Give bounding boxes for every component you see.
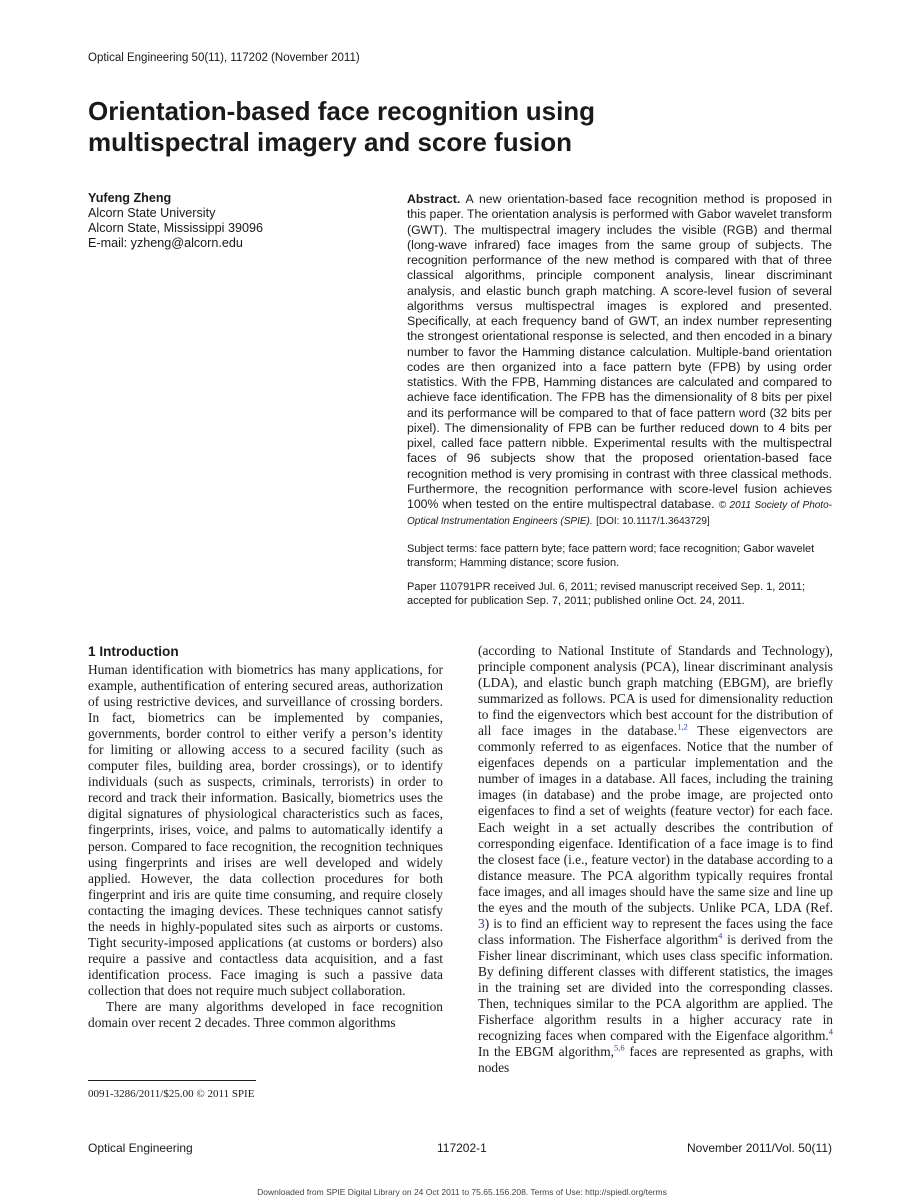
subject-terms: Subject terms: face pattern byte; face pattern word; face recognition; Gabor wavelet transform; Hamming distance; score fusion. bbox=[407, 542, 815, 569]
abstract-section bbox=[407, 192, 832, 608]
footer-journal: Optical Engineering bbox=[88, 1141, 193, 1155]
text-run: faces are represented as graphs, with nodes bbox=[478, 1044, 833, 1076]
paper-history: Paper 110791PR received Jul. 6, 2011; revised manuscript received Sep. 1, 2011; accepted for publication Sep. 7, 2011; published online Oct. 24, 2011. bbox=[407, 580, 806, 607]
abstract-doi: [DOI: 10.1117/1.3643729] bbox=[596, 516, 710, 528]
intro-paragraph-3 bbox=[478, 643, 833, 1076]
text-run: In the EBGM algorithm, bbox=[478, 1044, 615, 1060]
abstract-text: A new orientation-based face recognition method is proposed in this paper. The orientation analysis is performed with Gabor wavelet transform (GWT). The multispectral imagery includes the visible (RGB) and thermal (long-wave infrared) face images from the same group of subjects. The recognition performance of the new method is compared with that of three classical algorithms, principle component analysis, linear discriminant analysis, and elastic bunch graph matching. A score-level fusion of several algorithms versus multispectral images is explored and presented. Specifically, at each frequency band of GWT, an index number representing the strongest orientational response is selected, and then encoded in a binary number to favor the Hamming distance calculation. Multiple-band orientation codes are then organized into a face pattern byte (FPB) by using order statistics. With the FPB, Hamming distances are calculated and compared to achieve face identification. The FPB has the dimensionality of 8 bits per pixel and its performance will be compared to that of face pattern word (32 bits per pixel). The dimensionality of FPB can be further reduced down to 4 bits per pixel, called face pattern nibble. Experimental results with the multispectral faces of 96 subjects show that the proposed orientation-based face recognition method is very promising in contrast with three classical methods. Furthermore, the recognition performance with score-level fusion achieves 100% when tested on the entire multispectral database. bbox=[407, 192, 832, 511]
author-name: Yufeng Zheng bbox=[88, 191, 172, 205]
citation-link[interactable]: 1,2 bbox=[677, 721, 688, 732]
author-block bbox=[88, 191, 388, 251]
text-run: (according to National Institute of Standards and Technology), principle component analysis (PCA), linear discriminant analysis (LDA), and elastic bunch graph matching (EBGM), are briefly summarized as follows. PCA is used for dimensionality reduction to find the eigenvectors which best account for the distribution of all face images in the database. bbox=[478, 643, 833, 739]
text-run: These eigenvectors are commonly referred to as eigenfaces. Notice that the number of eigenfaces depends on a particular implementation and the number of images in a database. All faces, including the training images (in database) and the probe image, are projected onto eigenfaces to find a set of weights (feature vector) for each face. Each weight in a set actually describes the contribution of corresponding eigenface. Identification of a face image is to find the closest face (i.e., feature vector) in the database according to a distance measure. The PCA algorithm typically requires frontal face images, and all images should have the same size and line up the eyes and the mouth of the subjects. Unlike PCA, LDA (Ref. bbox=[478, 723, 833, 915]
footnote-divider bbox=[88, 1080, 256, 1081]
author-email: E-mail: yzheng@alcorn.edu bbox=[88, 236, 243, 250]
citation-link[interactable]: 4 bbox=[828, 1026, 833, 1037]
abstract-paragraph bbox=[407, 192, 832, 530]
intro-paragraph-1: Human identification with biometrics has many applications, for example, authentification of entering secured areas, authorization of using restrictive devices, and surveillance of crossing borders. In fact, biometrics can be implemented by companies, governments, border control to either verify a person’s identity for limiting or allowing access to a secured facility (such as computer files, building area, border crossings), or to identify individuals (such as suspects, criminals, terrorists) in order to record and track their information. Basically, biometrics uses the digital signatures of physiological characteristics such as faces, fingerprints, irises, voice, and palms to automatically identify a person. Compared to face recognition, the recognition techniques using fingerprints and irises are well developed and widely applied. However, the data collection procedures for both fingerprint and iris are quite time consuming, and require closely contacting the imaging devices. These techniques cannot satisfy the needs in highly-populated sites such as airports or customs. Tight security-imposed applications (at customs or borders) also require a passive and contactless data acquisition, and a fast identification process. Face imaging is such a passive data collection that does not require much subject collaboration. bbox=[88, 662, 443, 998]
body-column-right bbox=[478, 643, 833, 1076]
section-heading-introduction: 1 Introduction bbox=[88, 644, 179, 659]
intro-paragraph-2: There are many algorithms developed in face recognition domain over recent 2 decades. Three common algorithms bbox=[88, 998, 443, 1031]
citation-link[interactable]: 4 bbox=[718, 930, 723, 941]
citation-link[interactable]: 3 bbox=[478, 915, 485, 931]
footnote-issn: 0091-3286/2011/$25.00 © 2011 SPIE bbox=[88, 1088, 255, 1100]
abstract-heading: Abstract. bbox=[407, 192, 461, 206]
abstract-copyright: © 2011 Society of Photo-Optical Instrumentation Engineers (SPIE). bbox=[407, 500, 832, 528]
text-run: is derived from the Fisher linear discriminant, which uses class specific information. By defining different classes with different statistics, the images in the training set are divided into the corresponding classes. Then, techniques similar to the PCA algorithm are applied. The Fisherface algorithm results in a higher accuracy rate in recognizing faces when compared with the Eigenface algorithm. bbox=[478, 931, 833, 1044]
author-address: Alcorn State, Mississippi 39096 bbox=[88, 221, 263, 235]
running-head: Optical Engineering 50(11), 117202 (November 2011) bbox=[88, 52, 360, 64]
citation-link[interactable]: 5,6 bbox=[614, 1042, 625, 1053]
text-run: ) is to find an efficient way to represent the faces using the face class information. The Fisherface algorithm bbox=[478, 915, 833, 947]
download-notice: Downloaded from SPIE Digital Library on 24 Oct 2011 to 75.65.156.208. Terms of Use: http://spiedl.org/terms bbox=[257, 1187, 667, 1197]
author-affiliation: Alcorn State University bbox=[88, 206, 216, 220]
footer-page-number: 117202-1 bbox=[437, 1141, 487, 1155]
paper-title: Orientation-based face recognition using multispectral imagery and score fusion bbox=[88, 96, 596, 157]
body-column-left bbox=[88, 643, 443, 1031]
footer-issue: November 2011/Vol. 50(11) bbox=[687, 1141, 832, 1155]
